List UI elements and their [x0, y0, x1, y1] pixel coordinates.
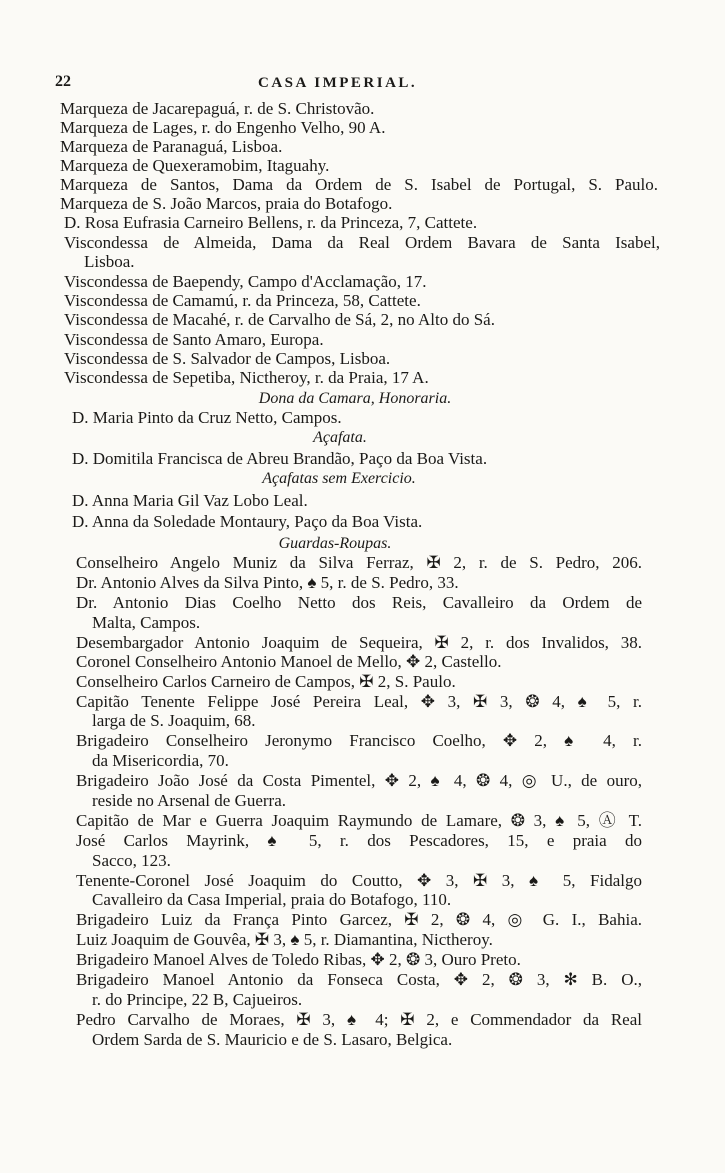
entry-line: Brigadeiro João José da Costa Pimentel, ✥ 2, ♠ 4, ❂ 4, ◎ U., de ouro,: [76, 771, 642, 790]
entry-line: Viscondessa de Baependy, Campo d'Acclamação, 17.: [64, 272, 427, 291]
entry-line: Marqueza de Paranaguá, Lisboa.: [60, 137, 283, 156]
entry-line: Brigadeiro Conselheiro Jeronymo Francisco Coelho, ✥ 2, ♠ 4, r.: [76, 731, 642, 750]
running-title: CASA IMPERIAL.: [258, 75, 418, 91]
entry-line: Viscondessa de Santo Amaro, Europa.: [64, 330, 324, 349]
entry-line: D. Domitila Francisca de Abreu Brandão, Paço da Boa Vista.: [72, 449, 488, 468]
entry-line: Luiz Joaquim de Gouvêa, ✠ 3, ♠ 5, r. Diamantina, Nictheroy.: [76, 930, 493, 949]
entry-line: Dr. Antonio Alves da Silva Pinto, ♠ 5, r. de S. Pedro, 33.: [76, 573, 459, 592]
entry-continuation: Sacco, 123.: [92, 851, 171, 870]
entry-line: Brigadeiro Manoel Alves de Toledo Ribas, ✥ 2, ❂ 3, Ouro Preto.: [76, 950, 521, 969]
entry-line: Brigadeiro Manoel Antonio da Fonseca Costa, ✥ 2, ❂ 3, ✻ B. O.,: [76, 970, 642, 989]
entry-line: D. Anna Maria Gil Vaz Lobo Leal.: [72, 491, 308, 510]
page-number: 22: [55, 73, 71, 90]
entry-line: Marqueza de Santos, Dama da Ordem de S. Isabel de Portugal, S. Paulo.: [60, 175, 658, 194]
entry-line: Viscondessa de Almeida, Dama da Real Ordem Bavara de Santa Isabel,: [64, 233, 660, 252]
section-heading: Dona da Camara, Honoraria.: [258, 390, 452, 407]
entry-line: Brigadeiro Luiz da França Pinto Garcez, ✠ 2, ❂ 4, ◎ G. I., Bahia.: [76, 910, 642, 929]
section-heading: Guardas-Roupas.: [278, 535, 392, 552]
entry-line: D. Maria Pinto da Cruz Netto, Campos.: [72, 408, 342, 427]
entry-continuation: r. do Principe, 22 B, Cajueiros.: [92, 990, 303, 1009]
entry-line: Marqueza de Lages, r. do Engenho Velho, 90 A.: [60, 118, 386, 137]
entry-line: Desembargador Antonio Joaquim de Sequeira, ✠ 2, r. dos Invalidos, 38.: [76, 633, 642, 652]
entry-line: D. Rosa Eufrasia Carneiro Bellens, r. da Princeza, 7, Cattete.: [64, 213, 478, 232]
entry-line: Viscondessa de Camamú, r. da Princeza, 58, Cattete.: [64, 291, 421, 310]
entry-continuation: da Misericordia, 70.: [92, 751, 229, 770]
entry-line: José Carlos Mayrink, ♠ 5, r. dos Pescadores, 15, e praia do: [76, 831, 642, 850]
entry-line: Viscondessa de S. Salvador de Campos, Lisboa.: [64, 349, 391, 368]
entry-line: Marqueza de S. João Marcos, praia do Botafogo.: [60, 194, 393, 213]
entry-continuation: Lisboa.: [84, 252, 135, 271]
entry-line: Conselheiro Angelo Muniz da Silva Ferraz, ✠ 2, r. de S. Pedro, 206.: [76, 553, 642, 572]
entry-line: Dr. Antonio Dias Coelho Netto dos Reis, Cavalleiro da Ordem de: [76, 593, 642, 612]
entry-line: Tenente-Coronel José Joaquim do Coutto, ✥ 3, ✠ 3, ♠ 5, Fidalgo: [76, 871, 642, 890]
entry-line: Conselheiro Carlos Carneiro de Campos, ✠ 2, S. Paulo.: [76, 672, 456, 691]
section-heading: Açafatas sem Exercicio.: [262, 470, 416, 487]
entry-line: Capitão Tenente Felippe José Pereira Leal, ✥ 3, ✠ 3, ❂ 4, ♠ 5, r.: [76, 692, 642, 711]
entry-line: Marqueza de Jacarepaguá, r. de S. Christovão.: [60, 99, 375, 118]
entry-line: D. Anna da Soledade Montaury, Paço da Boa Vista.: [72, 512, 423, 531]
entry-continuation: Malta, Campos.: [92, 613, 201, 632]
entry-line: Coronel Conselheiro Antonio Manoel de Mello, ✥ 2, Castello.: [76, 652, 502, 671]
entry-continuation: Ordem Sarda de S. Mauricio e de S. Lasaro, Belgica.: [92, 1030, 453, 1049]
entry-line: Pedro Carvalho de Moraes, ✠ 3, ♠ 4; ✠ 2, e Commendador da Real: [76, 1010, 642, 1029]
entry-continuation: reside no Arsenal de Guerra.: [92, 791, 287, 810]
entry-line: Viscondessa de Sepetiba, Nictheroy, r. da Praia, 17 A.: [64, 368, 429, 387]
entry-line: Marqueza de Quexeramobim, Itaguahy.: [60, 156, 330, 175]
entry-continuation: larga de S. Joaquim, 68.: [92, 711, 256, 730]
entry-continuation: Cavalleiro da Casa Imperial, praia do Botafogo, 110.: [92, 890, 452, 909]
section-heading: Açafata.: [313, 429, 367, 446]
entry-line: Viscondessa de Macahé, r. de Carvalho de Sá, 2, no Alto do Sá.: [64, 310, 495, 329]
entry-line: Capitão de Mar e Guerra Joaquim Raymundo de Lamare, ❂ 3, ♠ 5, Ⓐ T.: [76, 811, 642, 830]
